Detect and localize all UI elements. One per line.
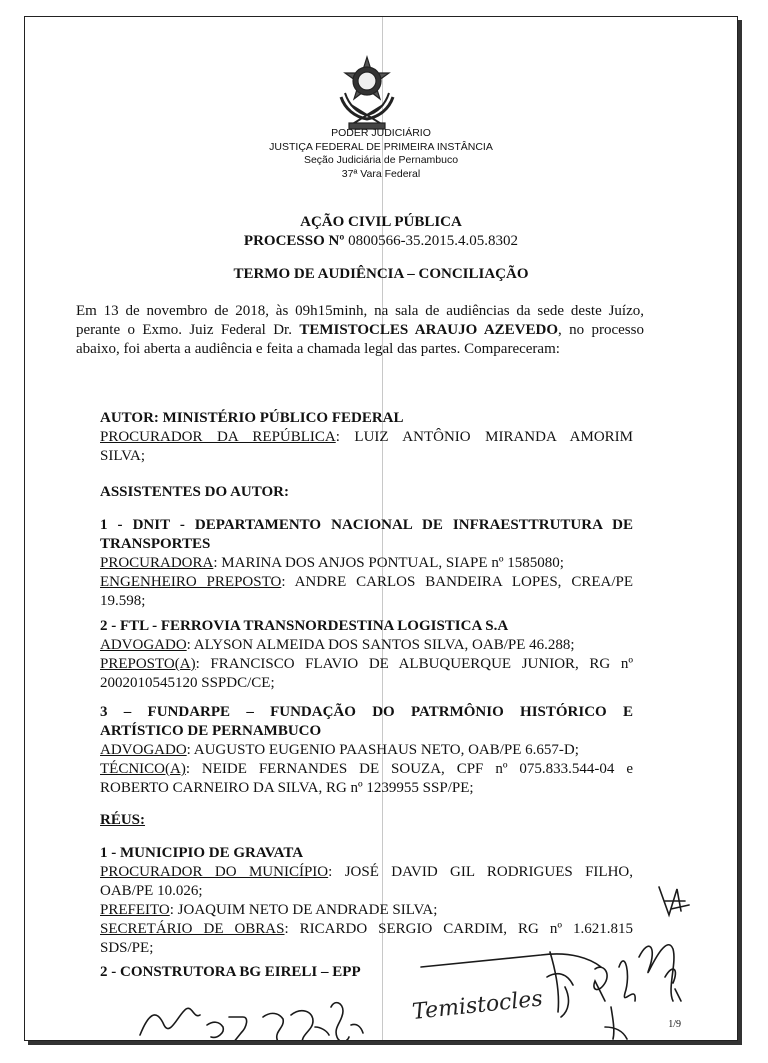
role-text: : MARINA DOS ANJOS PONTUAL, SIAPE nº 1585080;	[213, 555, 564, 571]
handwritten-signature-text: Temistocles	[411, 986, 544, 1025]
judge-name: TEMISTOCLES ARAUJO AZEVEDO	[299, 322, 559, 338]
ftl-advogado	[100, 636, 633, 655]
intro-text-1: Em 13 de novembro de 2018, às 09h15minh, na sala de audiências da sede deste Juízo, perante o Exmo. Juiz Federal Dr.	[76, 303, 644, 338]
role-label: PREFEITO	[100, 902, 170, 918]
gravata-procurador-cont: OAB/PE 10.026;	[100, 883, 203, 899]
role-text: : AUGUSTO EUGENIO PAASHAUS NETO, OAB/PE 6.657-D;	[186, 742, 579, 758]
page-number: 1/9	[668, 1019, 681, 1030]
intro-text-2: , no processo abaixo, foi aberta a audiência e feita a chamada legal das partes. Compareceram:	[76, 322, 644, 357]
gravata-heading: 1 - MUNICIPIO DE GRAVATA	[100, 845, 304, 861]
signatures-image	[25, 857, 737, 1040]
ftl-preposto	[100, 655, 633, 674]
role-text: : NEIDE FERNANDES DE SOUZA, CPF nº 075.833.544-04 e	[185, 761, 633, 777]
role-text: : RICARDO SERGIO CARDIM, RG nº 1.621.815	[284, 921, 633, 937]
role-label: TÉCNICO(A)	[100, 761, 186, 777]
dnit-heading: 1 - DNIT - DEPARTAMENTO NACIONAL DE INFRAESTTRUTURA DE	[100, 517, 633, 533]
document-page	[24, 16, 738, 1041]
reus-heading-text: RÉUS:	[100, 812, 146, 828]
dnit-engenheiro	[100, 573, 633, 592]
role-label: PROCURADOR DA REPÚBLICA	[100, 429, 336, 445]
construtora-heading: 2 - CONSTRUTORA BG EIRELI – EPP	[100, 964, 361, 980]
dnit-procuradora	[100, 554, 633, 573]
ftl-preposto-cont: 2002010545120 SSPDC/CE;	[100, 675, 275, 691]
header-line-2: JUSTIÇA FEDERAL DE PRIMEIRA INSTÂNCIA	[269, 140, 493, 153]
role-text: : JOAQUIM NETO DE ANDRADE SILVA;	[169, 902, 438, 918]
assistentes-heading: ASSISTENTES DO AUTOR:	[100, 484, 289, 500]
role-label: SECRETÁRIO DE OBRAS	[100, 921, 285, 937]
autor-procurador	[100, 428, 633, 447]
dnit-engenheiro-cont: 19.598;	[100, 593, 146, 609]
header-line-1: PODER JUDICIÁRIO	[331, 127, 431, 139]
role-label: PROCURADORA	[100, 555, 214, 571]
dnit-heading-cont: TRANSPORTES	[100, 536, 211, 552]
process-number: 0800566-35.2015.4.05.8302	[348, 233, 519, 249]
role-text: : JOSÉ DAVID GIL RODRIGUES FILHO,	[328, 864, 633, 880]
role-label: PREPOSTO(A)	[100, 656, 196, 672]
role-text: : LUIZ ANTÔNIO MIRANDA AMORIM	[335, 429, 633, 445]
role-text: : FRANCISCO FLAVIO DE ALBUQUERQUE JUNIOR, RG nº	[195, 656, 633, 672]
reus-heading	[100, 811, 633, 830]
fundarpe-heading: 3 – FUNDARPE – FUNDAÇÃO DO PATRMÔNIO HISTÓRICO E	[100, 704, 633, 720]
term-title: TERMO DE AUDIÊNCIA – CONCILIAÇÃO	[233, 266, 529, 282]
fundarpe-section	[100, 703, 633, 798]
intro-paragraph	[76, 302, 644, 359]
ftl-heading: 2 - FTL - FERROVIA TRANSNORDESTINA LOGISTICA S.A	[100, 618, 509, 634]
coat-of-arms-icon	[331, 53, 403, 133]
role-label: PROCURADOR DO MUNICÍPIO	[100, 864, 329, 880]
role-label: ADVOGADO	[100, 742, 187, 758]
role-label: ENGENHEIRO PREPOSTO	[100, 574, 282, 590]
gravata-secretario-cont: SDS/PE;	[100, 940, 154, 956]
header-line-4: 37ª Vara Federal	[341, 167, 421, 180]
process-label: PROCESSO Nº	[243, 233, 345, 249]
ftl-section	[100, 617, 633, 693]
fundarpe-advogado	[100, 741, 633, 760]
role-label: ADVOGADO	[100, 637, 187, 653]
fundarpe-tecnico-cont: ROBERTO CARNEIRO DA SILVA, RG nº 1239955 SSP/PE;	[100, 780, 474, 796]
process-title	[25, 232, 737, 251]
dnit-section	[100, 516, 633, 611]
fundarpe-heading-cont: ARTÍSTICO DE PERNAMBUCO	[100, 723, 322, 739]
autor-heading: AUTOR: MINISTÉRIO PÚBLICO FEDERAL	[100, 410, 404, 426]
institution-header	[25, 127, 737, 181]
role-text: : ALYSON ALMEIDA DOS SANTOS SILVA, OAB/PE 46.288;	[186, 637, 575, 653]
autor-section	[100, 409, 633, 466]
header-line-3: Seção Judiciária de Pernambuco	[303, 154, 459, 166]
fundarpe-tecnico	[100, 760, 633, 779]
action-title: AÇÃO CIVIL PÚBLICA	[300, 214, 462, 230]
autor-name-cont: SILVA;	[100, 448, 146, 464]
role-text: : ANDRE CARLOS BANDEIRA LOPES, CREA/PE	[281, 574, 634, 590]
